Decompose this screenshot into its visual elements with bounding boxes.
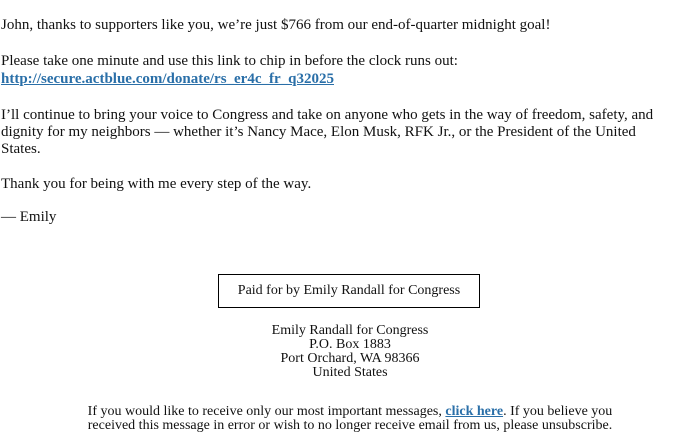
address-line-2: P.O. Box 1883 xyxy=(309,337,391,352)
intro-paragraph: John, thanks to supporters like you, we’re just $766 from our end-of-quarter midnight goal! xyxy=(1,17,551,33)
unsubscribe-line-2: received this message in error or wish to no longer receive email from us, please unsubscribe. xyxy=(87,418,613,433)
mission-paragraph-line-3: States. xyxy=(1,141,41,157)
chip-in-paragraph: Please take one minute and use this link to chip in before the clock runs out: xyxy=(1,53,458,69)
signature: — Emily xyxy=(1,209,57,225)
address-line-4: United States xyxy=(312,365,388,380)
thank-you-paragraph: Thank you for being with me every step of the way. xyxy=(1,176,312,192)
unsubscribe-text-after: . If you believe you xyxy=(503,404,613,419)
donate-link[interactable]: http://secure.actblue.com/donate/rs_er4c_fr_q32025 xyxy=(1,71,334,87)
mission-paragraph-line-1: I’ll continue to bring your voice to Congress and take on anyone who gets in the way of freedom, safety, and xyxy=(1,107,654,123)
unsubscribe-line-1 xyxy=(0,405,700,419)
unsubscribe-text-before: If you would like to receive only our most important messages, xyxy=(87,404,446,419)
address-line-1: Emily Randall for Congress xyxy=(271,323,429,338)
address-line-3: Port Orchard, WA 98366 xyxy=(280,351,420,366)
mission-paragraph-line-2: dignity for my neighbors — whether it’s Nancy Mace, Elon Musk, RFK Jr., or the President of the United xyxy=(1,124,636,140)
paid-for-disclaimer xyxy=(218,274,480,308)
donate-link-line xyxy=(1,70,334,88)
click-here-link[interactable]: click here xyxy=(445,404,504,419)
paid-for-text: Paid for by Emily Randall for Congress xyxy=(237,283,461,298)
